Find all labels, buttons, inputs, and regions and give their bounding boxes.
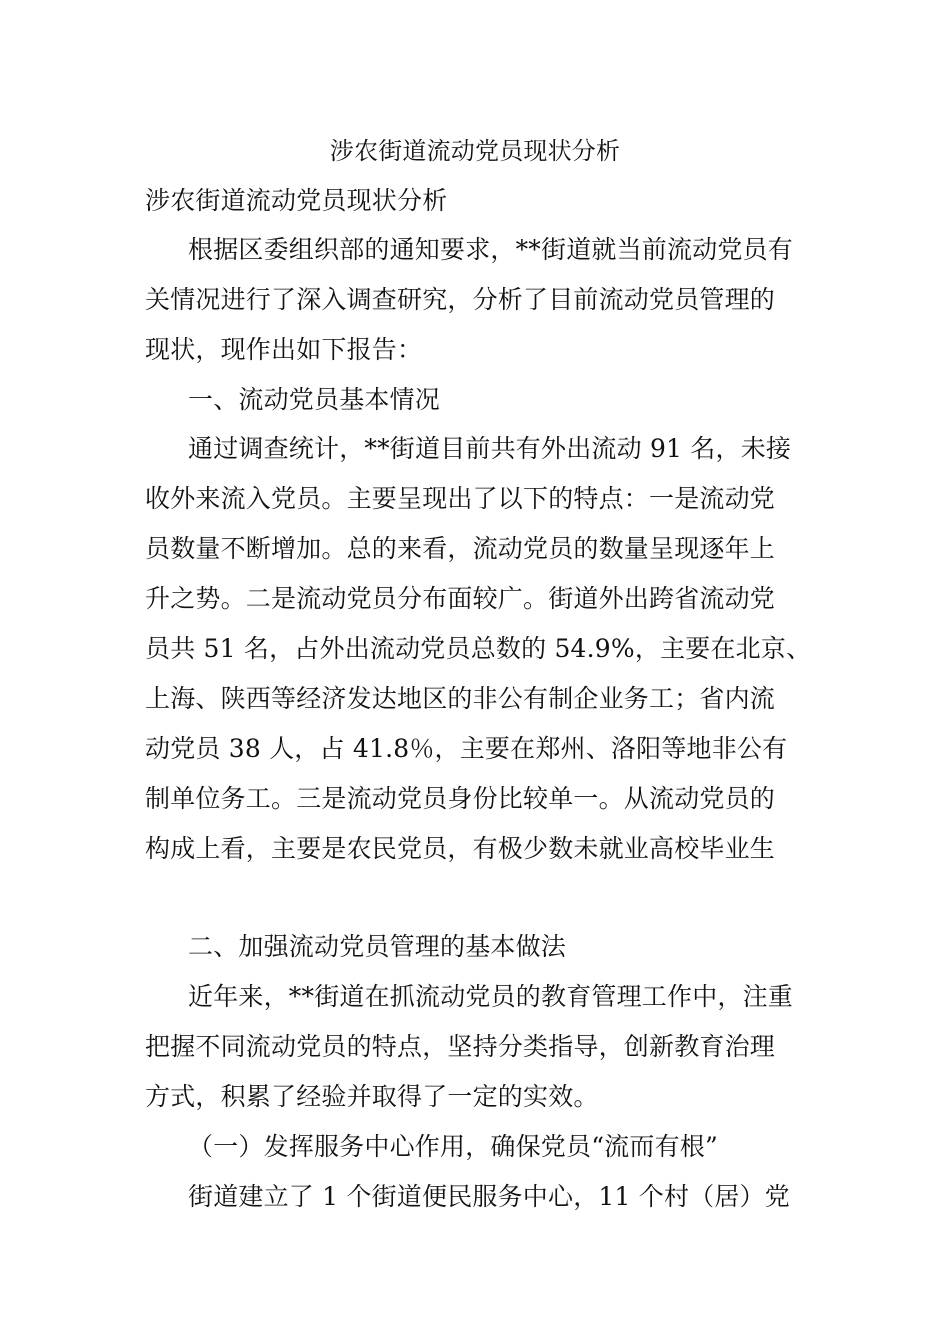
paragraph-line: 员共 51 名，占外出流动党员总数的 54.9%，主要在北京、 [145,634,812,663]
paragraph-line: 制单位务工。三是流动党员身份比较单一。从流动党员的 [145,784,776,813]
paragraph-line: 街道建立了 1 个街道便民服务中心，11 个村（居）党 [188,1182,790,1211]
paragraph-line: 根据区委组织部的通知要求，**街道就当前流动党员有 [188,235,794,264]
paragraph-line: 动党员 38 人，占 41.8％，主要在郑州、洛阳等地非公有 [145,734,788,763]
paragraph-line: 通过调查统计，**街道目前共有外出流动 91 名，未接 [188,434,792,463]
paragraph-line: 升之势。二是流动党员分布面较广。街道外出跨省流动党 [145,584,776,613]
section-heading: 二、加强流动党员管理的基本做法 [188,932,567,961]
paragraph-line: 现状，现作出如下报告： [145,335,423,364]
paragraph-line: 上海、陕西等经济发达地区的非公有制企业务工；省内流 [145,684,776,713]
paragraph-line: 近年来，**街道在抓流动党员的教育管理工作中，注重 [188,982,794,1011]
paragraph-line: 收外来流入党员。主要呈现出了以下的特点：一是流动党 [145,484,776,513]
paragraph-line: 关情况进行了深入调查研究，分析了目前流动党员管理的 [145,285,776,314]
document-title: 涉农街道流动党员现状分析 [329,137,621,165]
paragraph-line: 把握不同流动党员的特点，坚持分类指导，创新教育治理 [145,1032,776,1061]
paragraph-line: 方式，积累了经验并取得了一定的实效。 [145,1082,599,1111]
paragraph-line: 构成上看，主要是农民党员，有极少数未就业高校毕业生 [145,834,776,863]
paragraph-line: 员数量不断增加。总的来看，流动党员的数量呈现逐年上 [145,534,776,563]
section-heading: 一、流动党员基本情况 [188,385,441,414]
document-subtitle: 涉农街道流动党员现状分析 [145,186,448,215]
subsection-heading: （一）发挥服务中心作用，确保党员“流而有根” [188,1132,718,1161]
